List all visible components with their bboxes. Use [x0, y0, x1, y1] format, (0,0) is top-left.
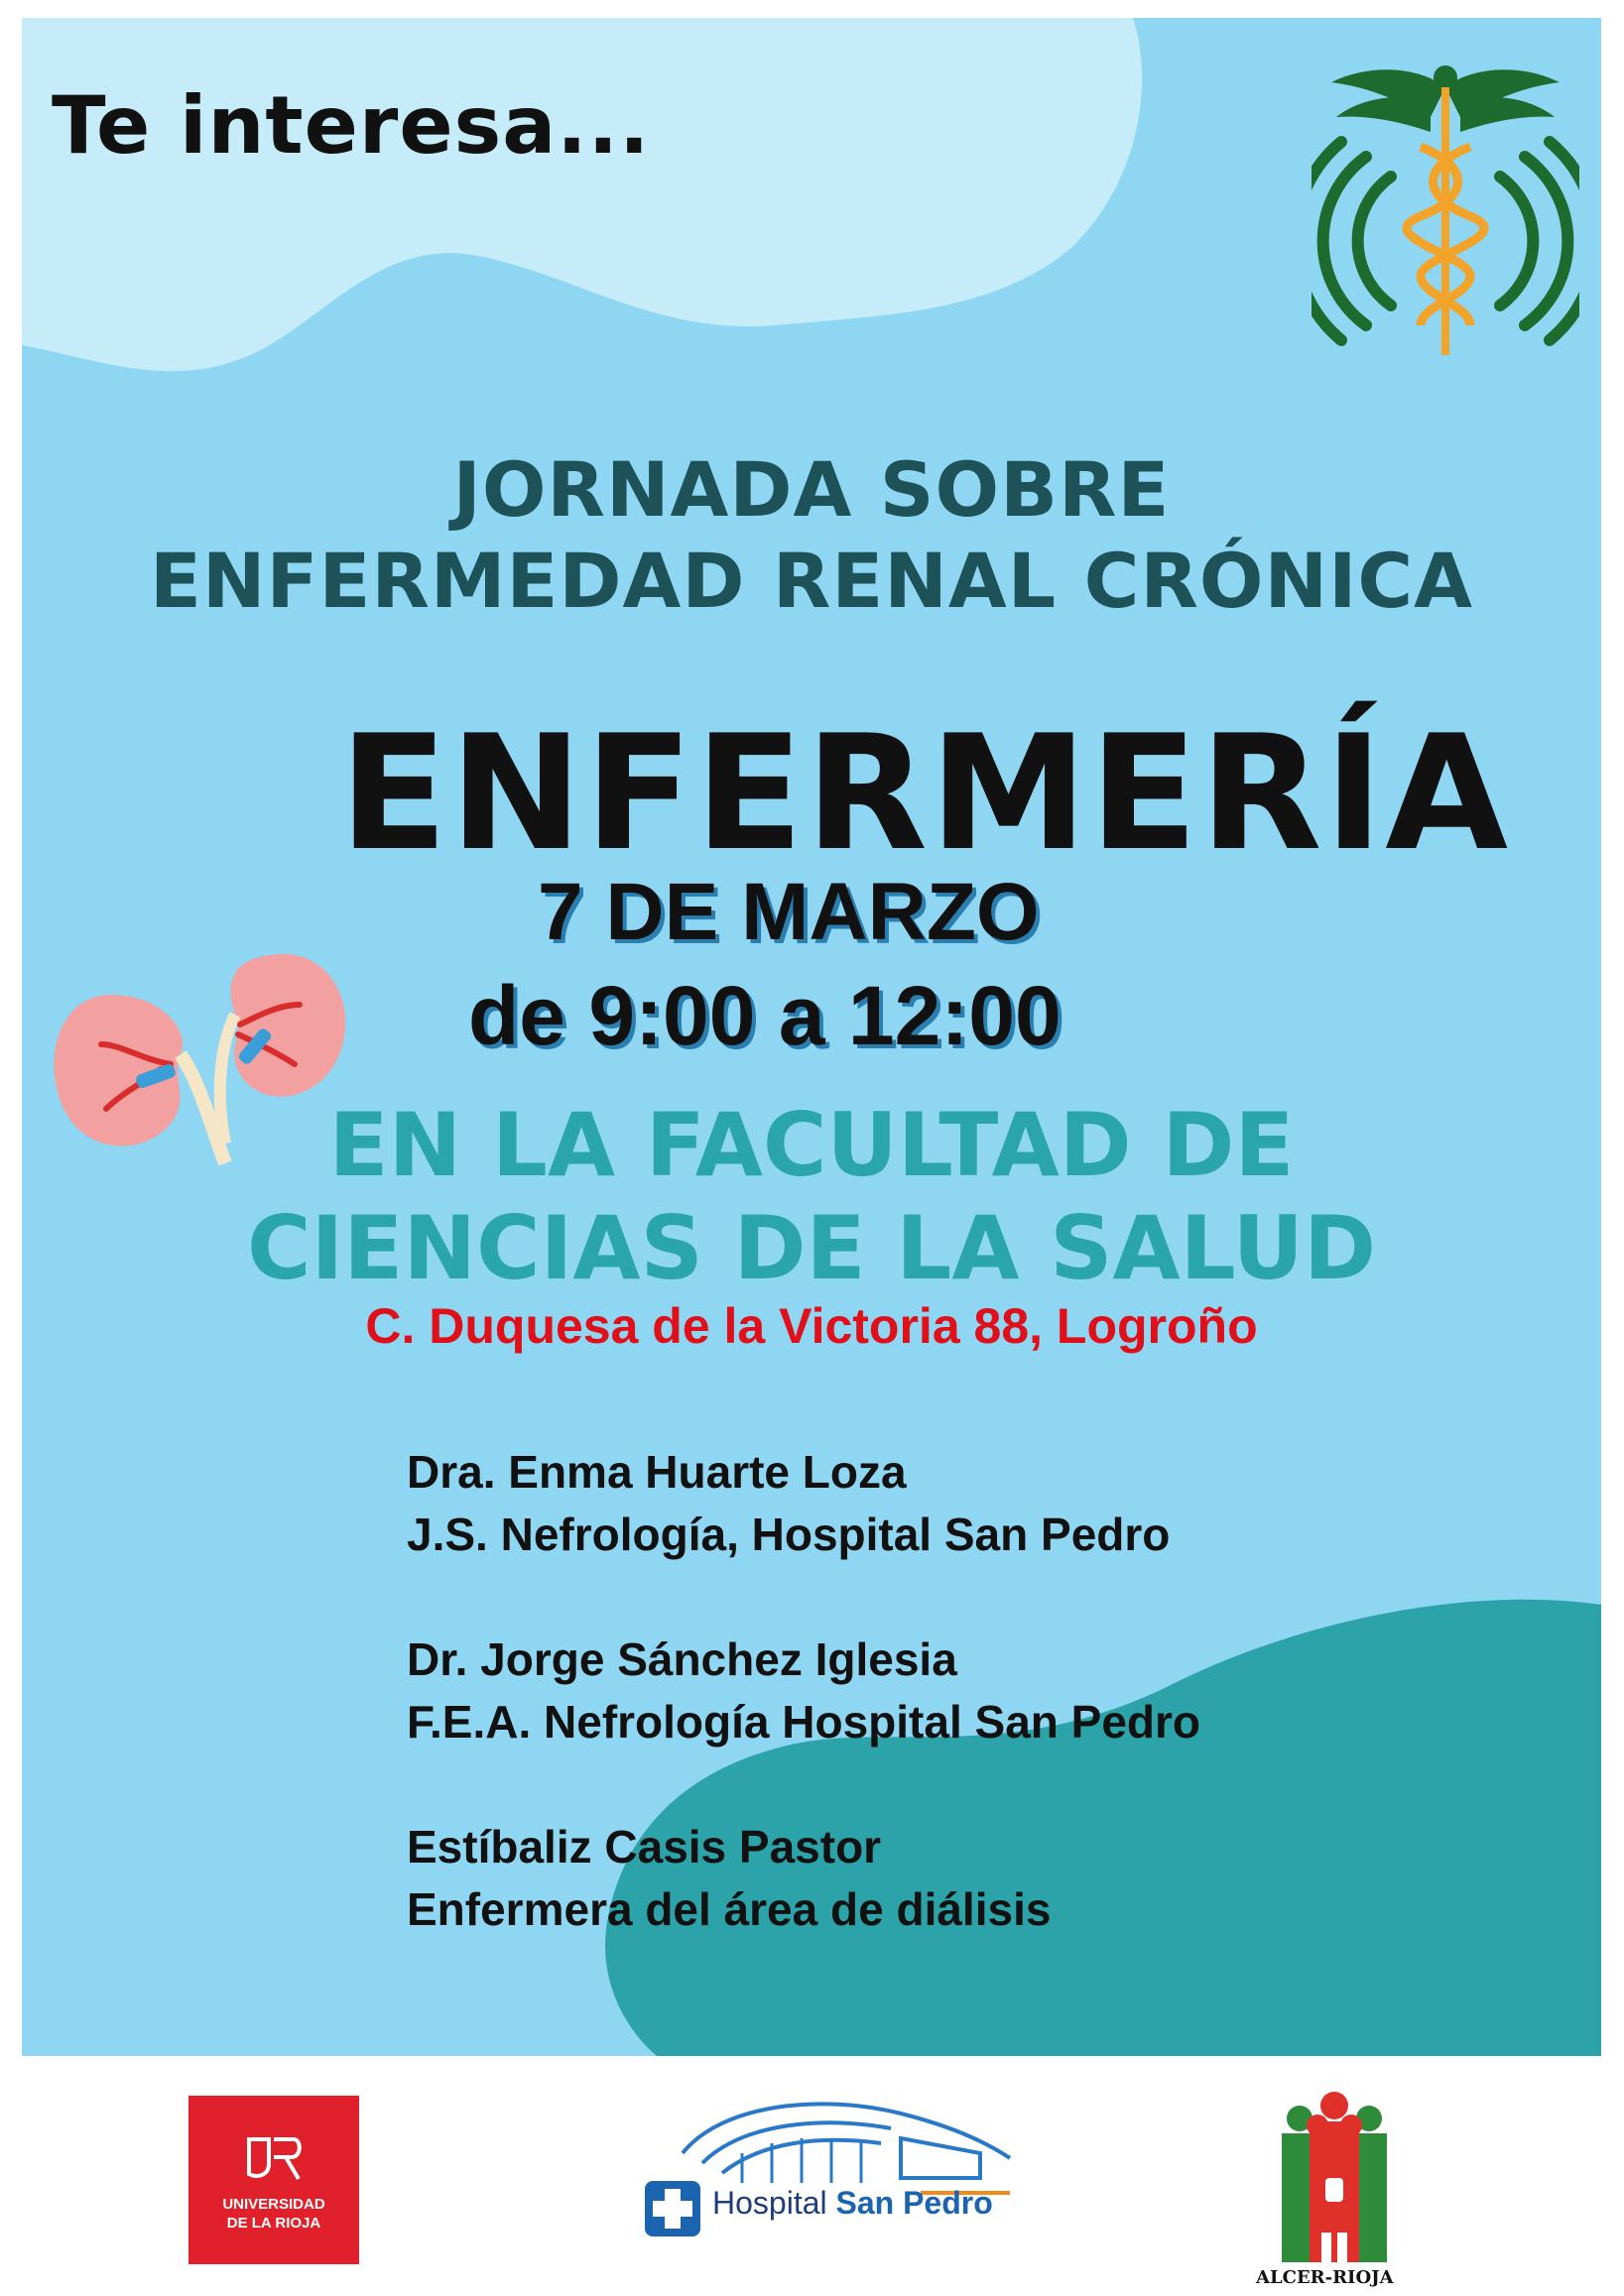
speaker-name: Dr. Jorge Sánchez Iglesia — [407, 1633, 957, 1685]
intro-heading: Te interesa... — [52, 79, 651, 172]
universidad-name — [188, 2195, 359, 2233]
event-time: de 9:00 a 12:00 — [468, 969, 1062, 1062]
venue-line2: CIENCIAS DE LA SALUD — [246, 1197, 1377, 1299]
universidad-line1: UNIVERSIDAD — [222, 2196, 325, 2213]
address: C. Duquesa de la Victoria 88, Logroño — [365, 1298, 1258, 1354]
speaker-item — [407, 1816, 1200, 1941]
sponsor-footer — [0, 2056, 1624, 2296]
hospital-name — [712, 2185, 993, 2222]
event-date: 7 DE MARZO — [538, 867, 1040, 957]
speaker-name: Estíbaliz Casis Pastor — [407, 1821, 882, 1873]
speaker-list — [407, 1441, 1200, 2003]
alcer-name: ALCER-RIOJA — [1256, 2267, 1394, 2288]
speaker-role: J.S. Nefrología, Hospital San Pedro — [407, 1509, 1171, 1560]
alcer-logo — [1260, 2084, 1409, 2267]
speaker-role: F.E.A. Nefrología Hospital San Pedro — [407, 1696, 1201, 1748]
speaker-role: Enfermera del área de diálisis — [407, 1883, 1052, 1935]
venue-line1: EN LA FACULTAD DE — [328, 1094, 1295, 1196]
hospital-prefix: Hospital — [712, 2185, 827, 2221]
event-headline: ENFERMERÍA — [339, 700, 1511, 886]
caduceus-icon — [1312, 48, 1579, 375]
speaker-item — [407, 1629, 1200, 1753]
event-title-line2: ENFERMEDAD RENAL CRÓNICA — [150, 537, 1473, 625]
universidad-logo — [188, 2096, 359, 2264]
venue — [22, 1094, 1601, 1300]
universidad-mark-icon — [244, 2129, 304, 2189]
poster — [22, 18, 1601, 2056]
speaker-name: Dra. Enma Huarte Loza — [407, 1446, 907, 1498]
event-title — [22, 444, 1601, 627]
universidad-line2: DE LA RIOJA — [226, 2215, 321, 2232]
event-title-line1: JORNADA SOBRE — [452, 445, 1171, 534]
top-wave — [22, 18, 1142, 371]
speaker-item — [407, 1441, 1200, 1566]
hospital-title: San Pedro — [835, 2185, 993, 2221]
